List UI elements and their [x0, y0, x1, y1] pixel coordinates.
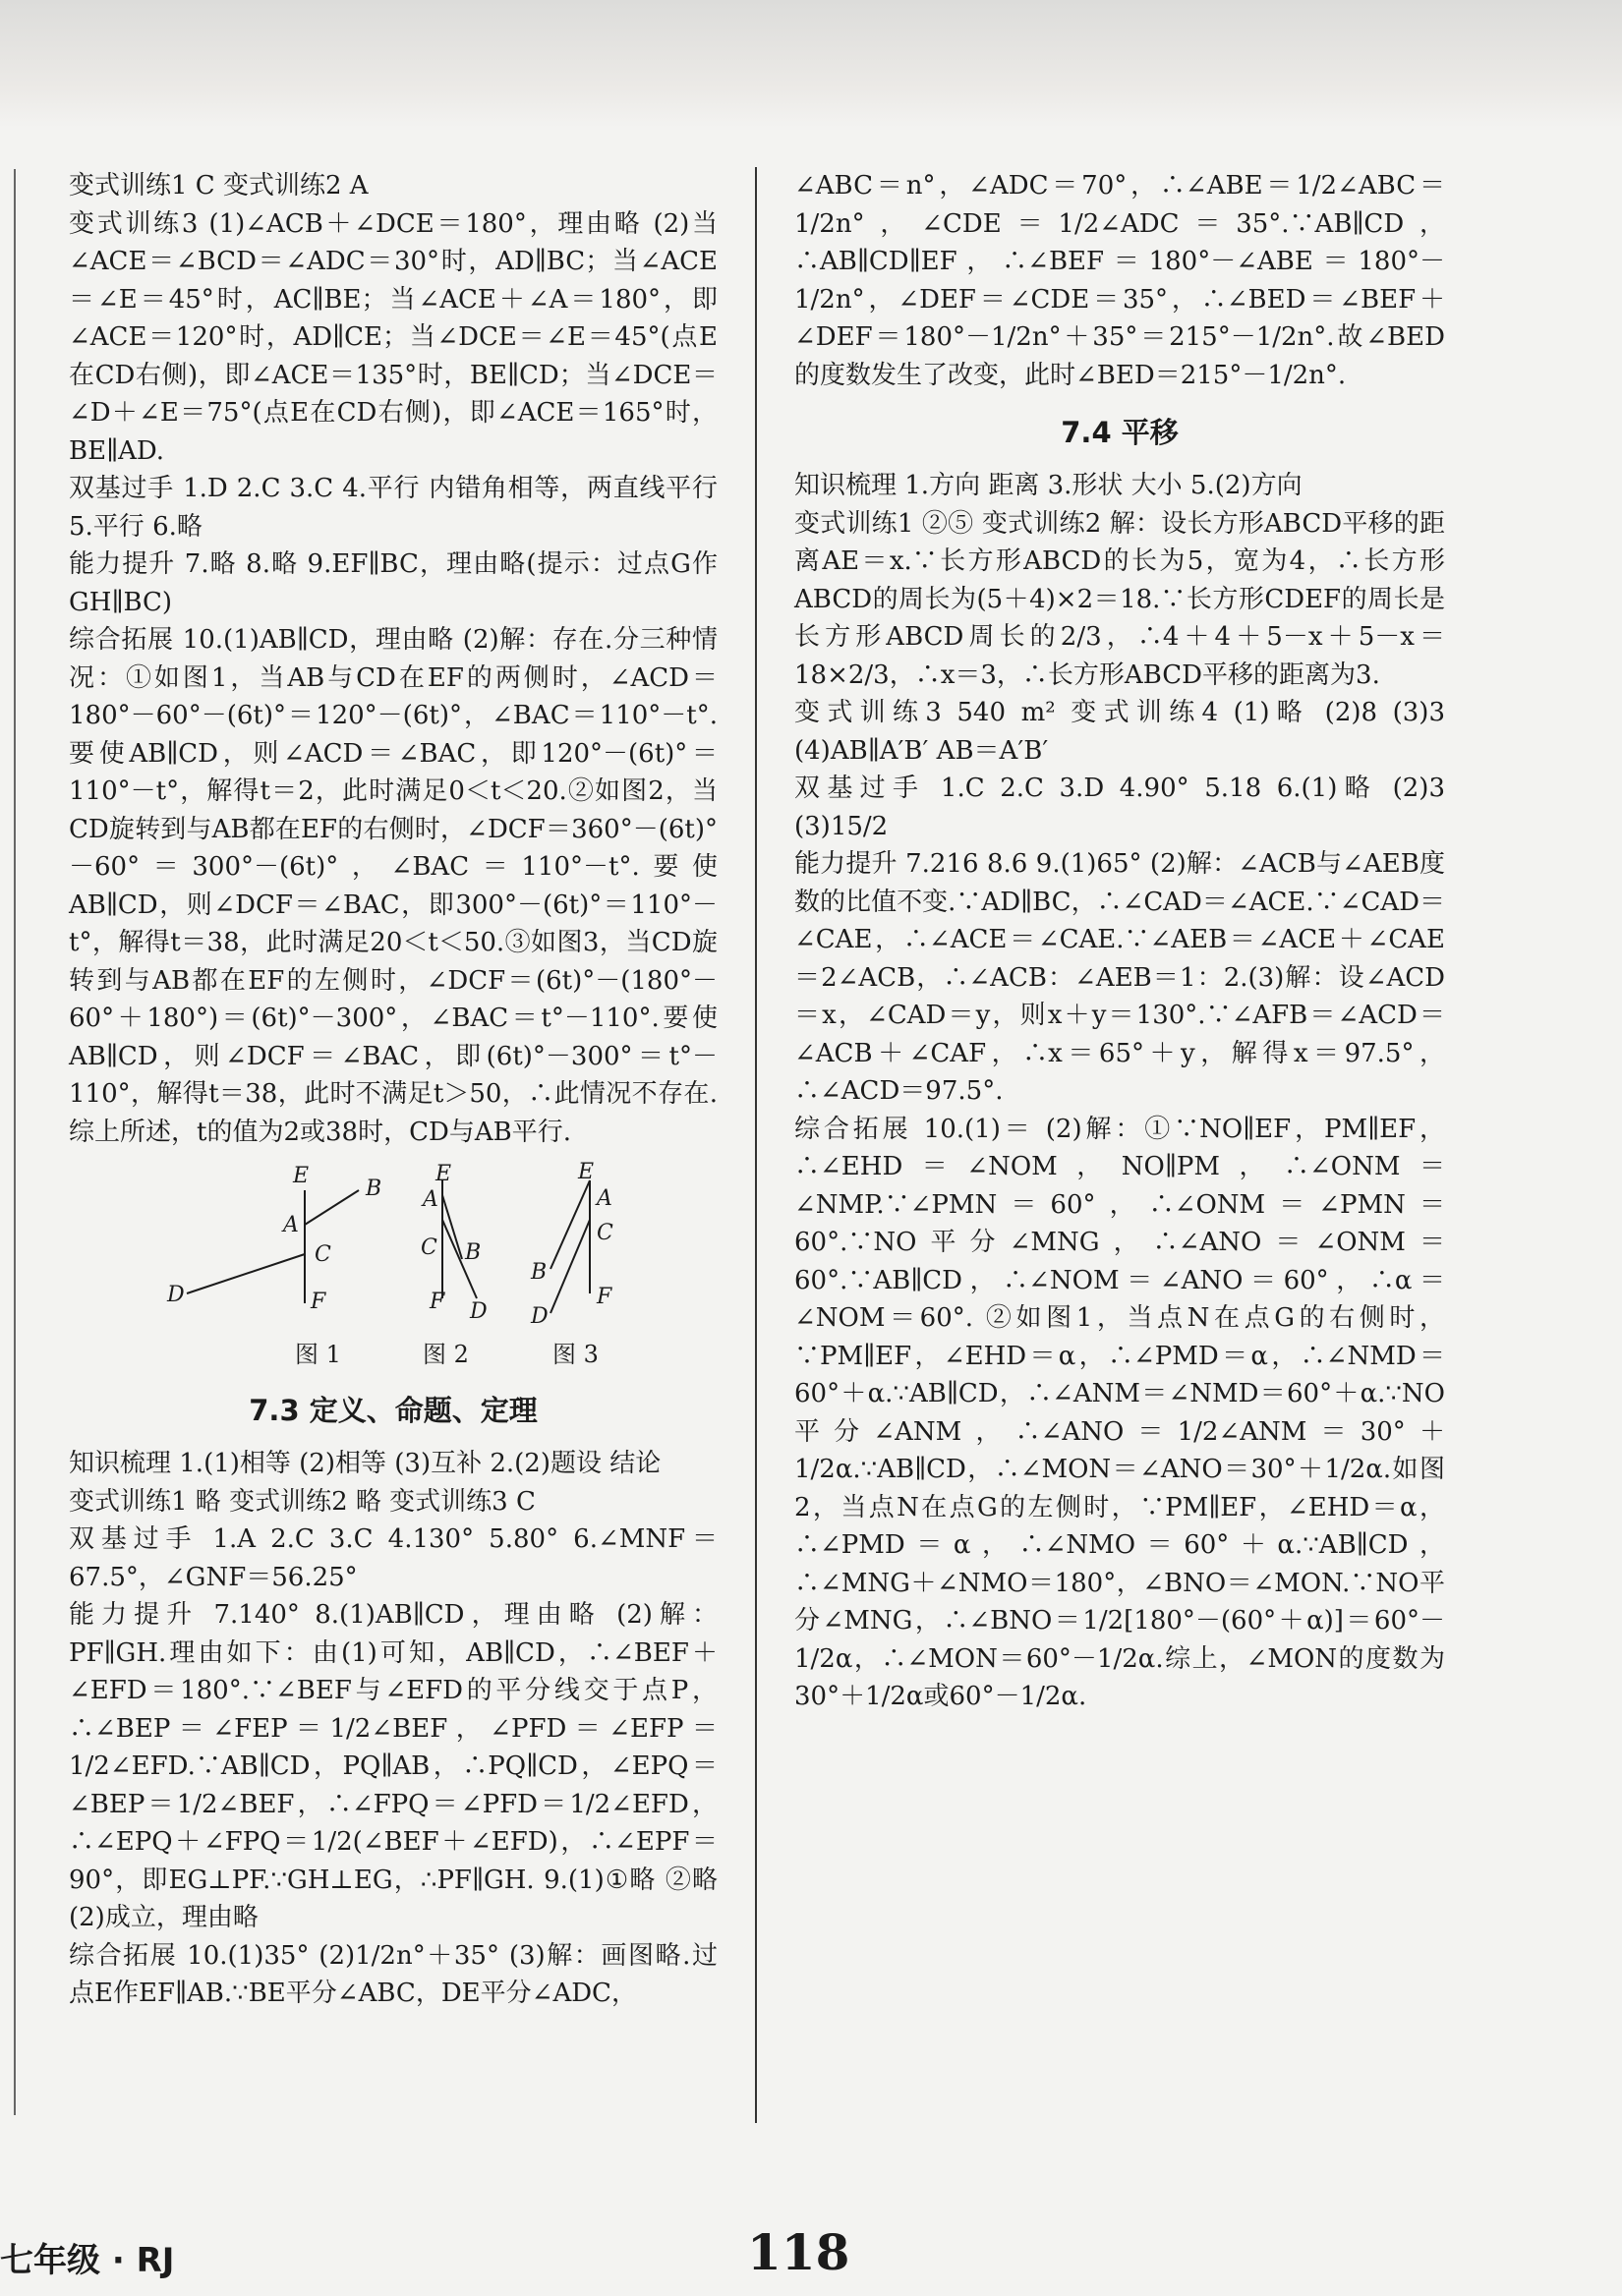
- column-divider: [755, 167, 757, 2123]
- answer-paragraph: 变式训练1 略 变式训练2 略 变式训练3 C: [69, 1486, 536, 1517]
- page-top-shadow: [0, 0, 1622, 128]
- svg-text:C: C: [421, 1235, 437, 1260]
- svg-text:F: F: [311, 1290, 326, 1314]
- answer-paragraph: ∠ABC＝n°，∠ADC＝70°，∴∠ABE＝1/2∠ABC＝1/2n°，∠CDE＝1/2∠ADC＝35°.∵AB∥CD，∴AB∥CD∥EF，∴∠BEF＝180°－∠ABE＝180°－1/2n°，∠DEF＝∠CDE＝35°，∴∠BED＝∠BEF＋∠DEF＝180°－1/2n°＋35°＝215°－1/2n°.故∠BED的度数发生了改变，此时∠BED＝215°－1/2n°.: [794, 171, 1445, 390]
- svg-text:A: A: [597, 1186, 612, 1211]
- answer-paragraph: 变式训练1 ②⑤ 变式训练2 解：设长方形ABCD平移的距离AE＝x.∵长方形ABCD的长为5，宽为4，∴长方形ABCD的周长为(5＋4)×2＝18.∵长方形CDEF的周长是长方形ABCD周长的2/3，∴4＋4＋5－x＋5－x＝18×2/3，∴x＝3，∴长方形ABCD平移的距离为3.: [794, 508, 1445, 690]
- svg-text:E: E: [578, 1161, 595, 1184]
- answer-paragraph: 变式训练3 540 m² 变式训练4 (1)略 (2)8 (3)3 (4)AB∥A′B′ AB＝A′B′: [794, 698, 1445, 766]
- answer-paragraph: 双基过手 1.C 2.C 3.D 4.90° 5.18 6.(1)略 (2)3 (3)15/2: [794, 774, 1445, 841]
- svg-text:B: B: [465, 1240, 482, 1265]
- answer-paragraph: 能力提升 7.略 8.略 9.EF∥BC，理由略(提示：过点G作GH∥BC): [69, 549, 718, 617]
- figure-1-labels: [166, 1164, 381, 1314]
- svg-text:F: F: [430, 1290, 445, 1314]
- answer-paragraph: 知识梳理 1.(1)相等 (2)相等 (3)互补 2.(2)题设 结论: [69, 1449, 662, 1478]
- svg-text:D: D: [470, 1299, 488, 1324]
- svg-text:D: D: [167, 1283, 185, 1307]
- answer-paragraph: 综合拓展 10.(1)35° (2)1/2n°＋35° (3)解：画图略.过点E作EF∥AB.∵BE平分∠ABC，DE平分∠ADC，: [69, 1940, 718, 2008]
- svg-text:C: C: [597, 1221, 613, 1245]
- svg-text:D: D: [531, 1304, 549, 1329]
- page-number: 118: [747, 2223, 850, 2281]
- figure-3-labels: [530, 1161, 613, 1329]
- svg-text:E: E: [435, 1162, 452, 1186]
- answer-paragraph: 双基过手 1.A 2.C 3.C 4.130° 5.80° 6.∠MNF＝67.5°，∠GNF＝56.25°: [69, 1524, 718, 1592]
- answer-paragraph: 知识梳理 1.方向 距离 3.形状 大小 5.(2)方向: [794, 471, 1303, 500]
- answer-paragraph: 能力提升 7.216 8.6 9.(1)65° (2)解：∠ACB与∠AEB度数的比值不变.∵AD∥BC，∴∠CAD＝∠ACE.∵∠CAD＝∠CAE，∴∠ACE＝∠CAE.∵∠AEB＝∠ACE＋∠CAE＝2∠ACB，∴∠ACB：∠AEB＝1：2.(3)解：设∠ACD＝x，∠CAD＝y，则x＋y＝130°.∵∠AFB＝∠ACD＝∠ACB＋∠CAF，∴x＝65°＋y，解得x＝97.5°，∴∠ACD＝97.5°.: [794, 849, 1445, 1106]
- svg-text:B: B: [366, 1177, 382, 1201]
- figure-1: [187, 1190, 359, 1303]
- answer-paragraph: 双基过手 1.D 2.C 3.C 4.平行 内错角相等，两直线平行 5.平行 6.略: [69, 474, 718, 542]
- svg-text:A: A: [423, 1187, 438, 1212]
- figure-3-caption: 图 3: [552, 1341, 599, 1367]
- section-title-7-4: 7.4 平移: [1061, 416, 1179, 449]
- figure-1-caption: 图 1: [295, 1341, 341, 1367]
- binding-edge-line: [14, 169, 16, 2115]
- answer-paragraph: 综合拓展 10.(1)＝ (2)解：①∵NO∥EF，PM∥EF，∴∠EHD＝∠NOM，NO∥PM，∴∠ONM＝∠NMP.∵∠PMN＝60°，∴∠ONM＝∠PMN＝60°.∵NO平分∠MNG，∴∠ANO＝∠ONM＝60°.∵AB∥CD，∴∠NOM＝∠ANO＝60°，∴α＝∠NOM＝60°. ②如图1，当点N在点G的右侧时，∵PM∥EF，∠EHD＝α，∴∠PMD＝α，∴∠NMD＝60°＋α.∵AB∥CD，∴∠ANM＝∠NMD＝60°＋α.∵NO平分∠ANM，∴∠ANO＝1/2∠ANM＝30°＋1/2α.∵AB∥CD，∴∠MON＝∠ANO＝30°＋1/2α.如图2，当点N在点G的左侧时，∵PM∥EF，∠EHD＝α，∴∠PMD＝α，∴∠NMO＝60°＋α.∵AB∥CD，∴∠MNG＋∠NMO＝180°，∠BNO＝∠MON.∵NO平分∠MNG，∴∠BNO＝1/2[180°－(60°＋α)]＝60°－1/2α，∴∠MON＝60°－1/2α.综上，∠MON的度数为30°＋1/2α或60°－1/2α.: [794, 1114, 1445, 1711]
- answer-paragraph: 变式训练1 C 变式训练2 A: [69, 171, 369, 201]
- figure-2: [442, 1180, 477, 1298]
- geometry-figures: [69, 1161, 718, 1372]
- svg-text:C: C: [315, 1242, 331, 1267]
- svg-text:F: F: [597, 1285, 612, 1309]
- figure-3: [550, 1180, 590, 1313]
- svg-text:B: B: [531, 1260, 548, 1285]
- figure-2-labels: [421, 1162, 488, 1324]
- right-column: [794, 167, 1445, 1716]
- figures-svg: [128, 1161, 678, 1367]
- answer-paragraph: 变式训练3 (1)∠ACB＋∠DCE＝180°，理由略 (2)当∠ACE＝∠BCD＝∠ADC＝30°时，AD∥BC；当∠ACE＝∠E＝45°时，AC∥BE；当∠ACE＋∠A＝180°，即∠ACE＝120°时，AD∥CE；当∠DCE＝∠E＝45°(点E在CD右侧)，即∠ACE＝135°时，BE∥CD；当∠DCE＝∠D＋∠E＝75°(点E在CD右侧)，即∠ACE＝165°时，BE∥AD.: [69, 208, 718, 466]
- figure-2-caption: 图 2: [423, 1341, 469, 1367]
- svg-text:A: A: [283, 1213, 299, 1237]
- section-title-7-3: 7.3 定义、命题、定理: [249, 1394, 538, 1427]
- svg-text:E: E: [293, 1164, 310, 1188]
- answer-paragraph: 综合拓展 10.(1)AB∥CD，理由略 (2)解：存在.分三种情况：①如图1，当AB与CD在EF的两侧时，∠ACD＝180°－60°－(6t)°＝120°－(6t)°，∠BAC＝110°－t°.要使AB∥CD，则∠ACD＝∠BAC，即120°－(6t)°＝110°－t°，解得t＝2，此时满足0＜t＜20.②如图2，当CD旋转到与AB都在EF的右侧时，∠DCF＝360°－(6t)°－60°＝300°－(6t)°，∠BAC＝110°－t°.要使AB∥CD，则∠DCF＝∠BAC，即300°－(6t)°＝110°－t°，解得t＝38，此时满足20＜t＜50.③如图3，当CD旋转到与AB都在EF的左侧时，∠DCF＝(6t)°－(180°－60°＋180°)＝(6t)°－300°，∠BAC＝t°－110°.要使AB∥CD，则∠DCF＝∠BAC，即(6t)°－300°＝t°－110°，解得t＝38，此时不满足t＞50，∴此情况不存在.综上所述，t的值为2或38时，CD与AB平行.: [69, 625, 718, 1147]
- answer-paragraph: 能力提升 7.140° 8.(1)AB∥CD，理由略 (2)解：PF∥GH.理由如下：由(1)可知，AB∥CD，∴∠BEF＋∠EFD＝180°.∵∠BEF与∠EFD的平分线交于点P，∴∠BEP＝∠FEP＝1/2∠BEF，∠PFD＝∠EFP＝1/2∠EFD.∵AB∥CD，PQ∥AB，∴PQ∥CD，∠EPQ＝∠BEP＝1/2∠BEF，∴∠FPQ＝∠PFD＝1/2∠EFD，∴∠EPQ＋∠FPQ＝1/2(∠BEF＋∠EFD)，∴∠EPF＝90°，即EG⊥PF.∵GH⊥EG，∴PF∥GH. 9.(1)①略 ②略 (2)成立，理由略: [69, 1600, 718, 1932]
- grade-label: 七年级 · RJ: [0, 2241, 175, 2280]
- left-column: [69, 167, 718, 2013]
